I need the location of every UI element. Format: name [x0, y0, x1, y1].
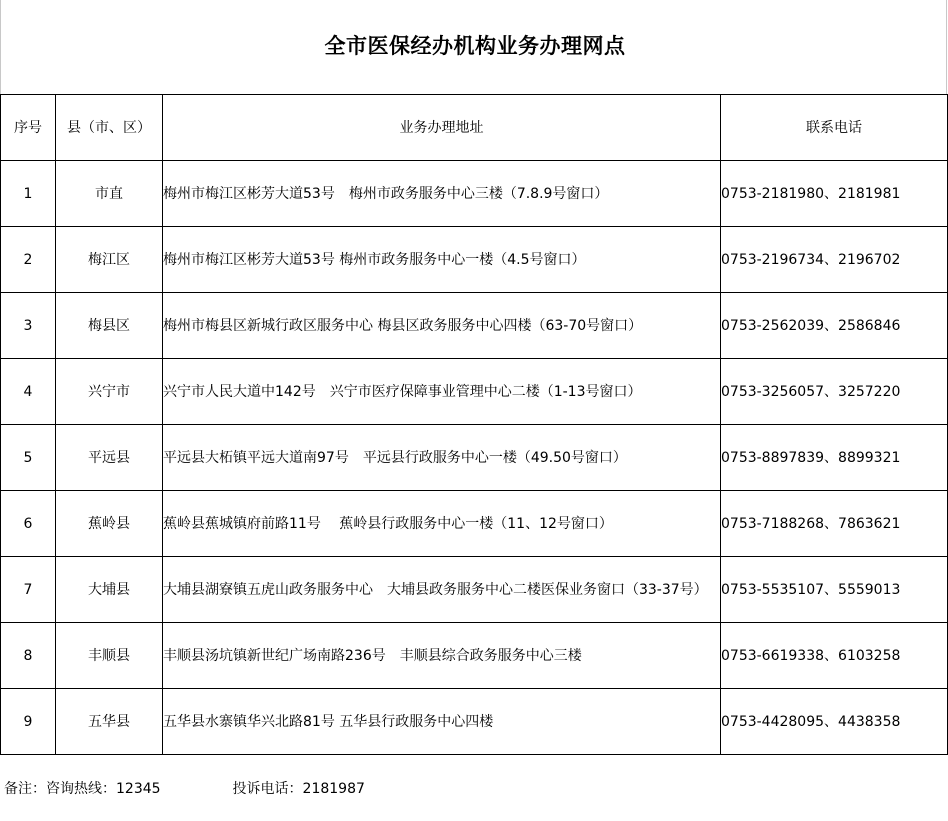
column-header-county: 县（市、区） [56, 95, 163, 161]
row-county: 平远县 [56, 425, 163, 491]
row-county: 市直 [56, 161, 163, 227]
row-address: 梅州市梅县区新城行政区服务中心 梅县区政务服务中心四楼（63-70号窗口） [163, 293, 721, 359]
table-row [1, 227, 948, 293]
hotline-label: 咨询热线： [46, 781, 116, 797]
table-row [1, 623, 948, 689]
table-header-row [1, 95, 948, 161]
note-label: 备注： [4, 781, 46, 797]
row-county: 梅县区 [56, 293, 163, 359]
row-county: 蕉岭县 [56, 491, 163, 557]
row-phone: 0753-3256057、3257220 [721, 359, 948, 425]
row-address: 梅州市梅江区彬芳大道53号 梅州市政务服务中心三楼（7.8.9号窗口） [163, 161, 721, 227]
row-seq: 8 [1, 623, 56, 689]
table-row [1, 491, 948, 557]
row-seq: 1 [1, 161, 56, 227]
row-seq: 3 [1, 293, 56, 359]
row-phone: 0753-4428095、4438358 [721, 689, 948, 755]
row-seq: 2 [1, 227, 56, 293]
row-address: 大埔县湖寮镇五虎山政务服务中心 大埔县政务服务中心二楼医保业务窗口（33-37号） [163, 557, 721, 623]
title-row [0, 0, 947, 94]
row-county: 五华县 [56, 689, 163, 755]
row-seq: 5 [1, 425, 56, 491]
complaint-label: 投诉电话： [232, 781, 303, 797]
row-phone: 0753-2196734、2196702 [721, 227, 948, 293]
row-county: 丰顺县 [56, 623, 163, 689]
row-phone: 0753-8897839、8899321 [721, 425, 948, 491]
page-title: 全市医保经办机构业务办理网点 [324, 33, 626, 58]
row-county: 大埔县 [56, 557, 163, 623]
row-address: 平远县大柘镇平远大道南97号 平远县行政服务中心一楼（49.50号窗口） [163, 425, 721, 491]
row-address: 丰顺县汤坑镇新世纪广场南路236号 丰顺县综合政务服务中心三楼 [163, 623, 721, 689]
row-address: 梅州市梅江区彬芳大道53号 梅州市政务服务中心一楼（4.5号窗口） [163, 227, 721, 293]
table-row [1, 293, 948, 359]
column-header-seq: 序号 [1, 95, 56, 161]
row-seq: 7 [1, 557, 56, 623]
row-seq: 9 [1, 689, 56, 755]
column-header-phone: 联系电话 [721, 95, 948, 161]
column-header-address: 业务办理地址 [163, 95, 721, 161]
row-county: 梅江区 [56, 227, 163, 293]
table-row [1, 689, 948, 755]
row-address: 蕉岭县蕉城镇府前路11号 蕉岭县行政服务中心一楼（11、12号窗口） [163, 491, 721, 557]
row-seq: 6 [1, 491, 56, 557]
table-row [1, 425, 948, 491]
footnote [4, 778, 365, 798]
table-row [1, 359, 948, 425]
row-phone: 0753-5535107、5559013 [721, 557, 948, 623]
row-phone: 0753-7188268、7863621 [721, 491, 948, 557]
table-row [1, 161, 948, 227]
row-phone: 0753-2562039、2586846 [721, 293, 948, 359]
table-row [1, 557, 948, 623]
row-phone: 0753-6619338、6103258 [721, 623, 948, 689]
complaint-number: 2181987 [302, 781, 365, 797]
row-address: 兴宁市人民大道中142号 兴宁市医疗保障事业管理中心二楼（1-13号窗口） [163, 359, 721, 425]
row-county: 兴宁市 [56, 359, 163, 425]
service-points-table [0, 94, 948, 755]
row-phone: 0753-2181980、2181981 [721, 161, 948, 227]
hotline-number: 12345 [116, 781, 161, 797]
row-seq: 4 [1, 359, 56, 425]
row-address: 五华县水寨镇华兴北路81号 五华县行政服务中心四楼 [163, 689, 721, 755]
